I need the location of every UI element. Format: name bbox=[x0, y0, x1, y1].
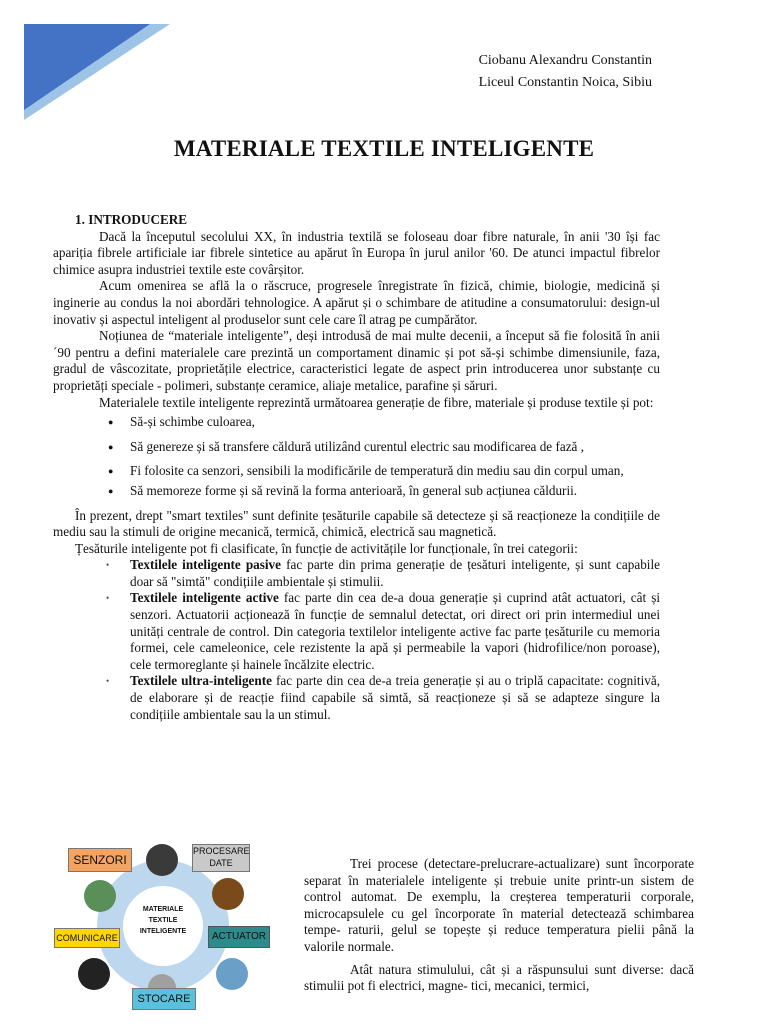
paragraph: Materialele textile inteligente reprezintă următoarea generație de fibre, materiale și produse textile și pot: bbox=[99, 394, 654, 410]
garment-image bbox=[146, 844, 178, 876]
author-block bbox=[479, 50, 652, 94]
category-text: fac parte din cea de-a treia generație și au o triplă capacitate: cognitivă, de elaborare și de reacție fiind capabile să simtă, să reacționeze și să se adapteze singure la condițiile ambientale sau la un stimul. bbox=[130, 673, 660, 722]
list-item bbox=[130, 557, 660, 590]
senzori-label: SENZORI bbox=[68, 848, 132, 872]
paragraph: Noțiunea de “materiale inteligente”, deși introdusă de mai multe decenii, a început să fie folosită în anii ´90 pentru a defini materialele care prezintă un comportament dinamic și pot să-și schimbe dimensiunile, faza, gradul de vâscozitate, proprietățile electrice, caracteristici legate de aspect prin introducerea unor substanțe cu proprietăți speciale - polimeri, substanțe ceramice, aliaje metalice, parafine și săruri. bbox=[53, 328, 660, 393]
list-item bbox=[130, 590, 660, 673]
paragraph: Dacă la începutul secolului XX, în industria textilă se foloseau doar fibre naturale, în anii '30 își fac apariția fibrele artificiale iar fibrele sintetice au apărut în Europa în jurul anilor '60. De atunci impactul fibrelor chimice asupra industriei textile este covârșitor. bbox=[53, 228, 660, 277]
jacket-image bbox=[78, 958, 110, 990]
category-name: Textilele inteligente pasive bbox=[130, 557, 282, 573]
paragraph: Trei procese (detectare-prelucrare-actualizare) sunt încorporate separat în materialele inteligente și trebuie unite printr-un sistem de control automat. De exemplu, la creșterea temperaturii corporale, microcapsulele cu gel încorporate în material detectează schimbarea tempe- raturii, gelul se topește și reduce temperatura pielii până la valorile normale. bbox=[304, 856, 694, 954]
procesare-label bbox=[192, 844, 250, 872]
glove-image bbox=[216, 958, 248, 990]
procesare-line: DATE bbox=[209, 858, 233, 868]
smart-textiles-diagram bbox=[52, 838, 274, 1018]
list-item: ● Să memoreze forme și să revină la forma anterioară, în general sub acțiunea căldurii. bbox=[130, 483, 660, 500]
paragraph: Atât natura stimulului, cât și a răspunsului sunt diverse: dacă stimulii pot fi electrici, magne- tici, mecanici, termici, bbox=[304, 961, 694, 994]
category-text: fac parte din prima generație de țesături inteligente, și sunt capabile doar să "simtă" condițiile ambientale și stimulii. bbox=[130, 557, 660, 589]
center-line: INTELIGENTE bbox=[139, 928, 187, 935]
center-line: MATERIALE bbox=[142, 906, 184, 913]
right-column bbox=[304, 856, 694, 995]
corner-decoration bbox=[0, 0, 200, 130]
list-item: ● Să-și schimbe culoarea, bbox=[130, 414, 660, 431]
main-content bbox=[53, 212, 660, 723]
comunicare-label: COMUNICARE bbox=[54, 928, 120, 948]
category-name: Textilele ultra-inteligente bbox=[130, 673, 272, 689]
center-label bbox=[128, 904, 198, 937]
section-heading: 1. INTRODUCERE bbox=[75, 212, 188, 227]
center-line: TEXTILE bbox=[148, 917, 178, 924]
document-title: MATERIALE TEXTILE INTELIGENTE bbox=[173, 136, 595, 161]
capabilities-list bbox=[53, 414, 660, 499]
category-name: Textilele inteligente active bbox=[130, 590, 279, 606]
category-text: fac parte din cea de-a doua generație și cuprind atât actuatori, cât și senzori. Actuatorii acționează în funcție de semnalul detectat, ori direct ori prin intermediul unei unități centrale de control. Din categoria textilelor inteligente active fac parte țesăturile cu memoria formei, cele cameleonice, cele rezistente la apă și permeabile la vapori (hidrofilice/non poroase), cele termoreglante și hainele încălzite electric. bbox=[130, 590, 661, 672]
paragraph: Acum omenirea se află la o răscruce, progresele înregistrate în fizică, chimie, biologie, medicină și inginerie au condus la noi abordări tehnologice. A apărut și o schimbare de atitudine a consumatorului: design-ul inovativ și aspectul inteligent al produselor sunt cele care îl atrag pe cumpărător. bbox=[53, 278, 660, 327]
author-school: Liceul Constantin Noica, Sibiu bbox=[478, 75, 652, 90]
circuit-image bbox=[84, 880, 116, 912]
paragraph: În prezent, drept "smart textiles" sunt definite țesăturile capabile să detecteze și să reacționeze la condițiile de mediu sau la stimuli de origine mecanică, termică, chimică, electrică sau magnetică. bbox=[53, 507, 660, 540]
categories-list bbox=[53, 557, 660, 723]
list-item bbox=[130, 673, 660, 723]
stocare-label: STOCARE bbox=[132, 988, 196, 1010]
author-name: Ciobanu Alexandru Constantin bbox=[478, 53, 652, 68]
actuator-label: ACTUATOR bbox=[208, 926, 270, 948]
list-item: ● Să genereze și să transfere căldură utilizând curentul electric sau modificarea de fază , bbox=[130, 439, 660, 456]
data-image bbox=[212, 878, 244, 910]
procesare-line: PROCESARE bbox=[193, 846, 250, 856]
list-item: ● Fi folosite ca senzori, sensibili la modificările de temperatură din mediu sau din corpul uman, bbox=[130, 463, 660, 480]
paragraph: Țesăturile inteligente pot fi clasificate, în funcție de activitățile lor funcționale, în trei categorii: bbox=[75, 540, 578, 556]
